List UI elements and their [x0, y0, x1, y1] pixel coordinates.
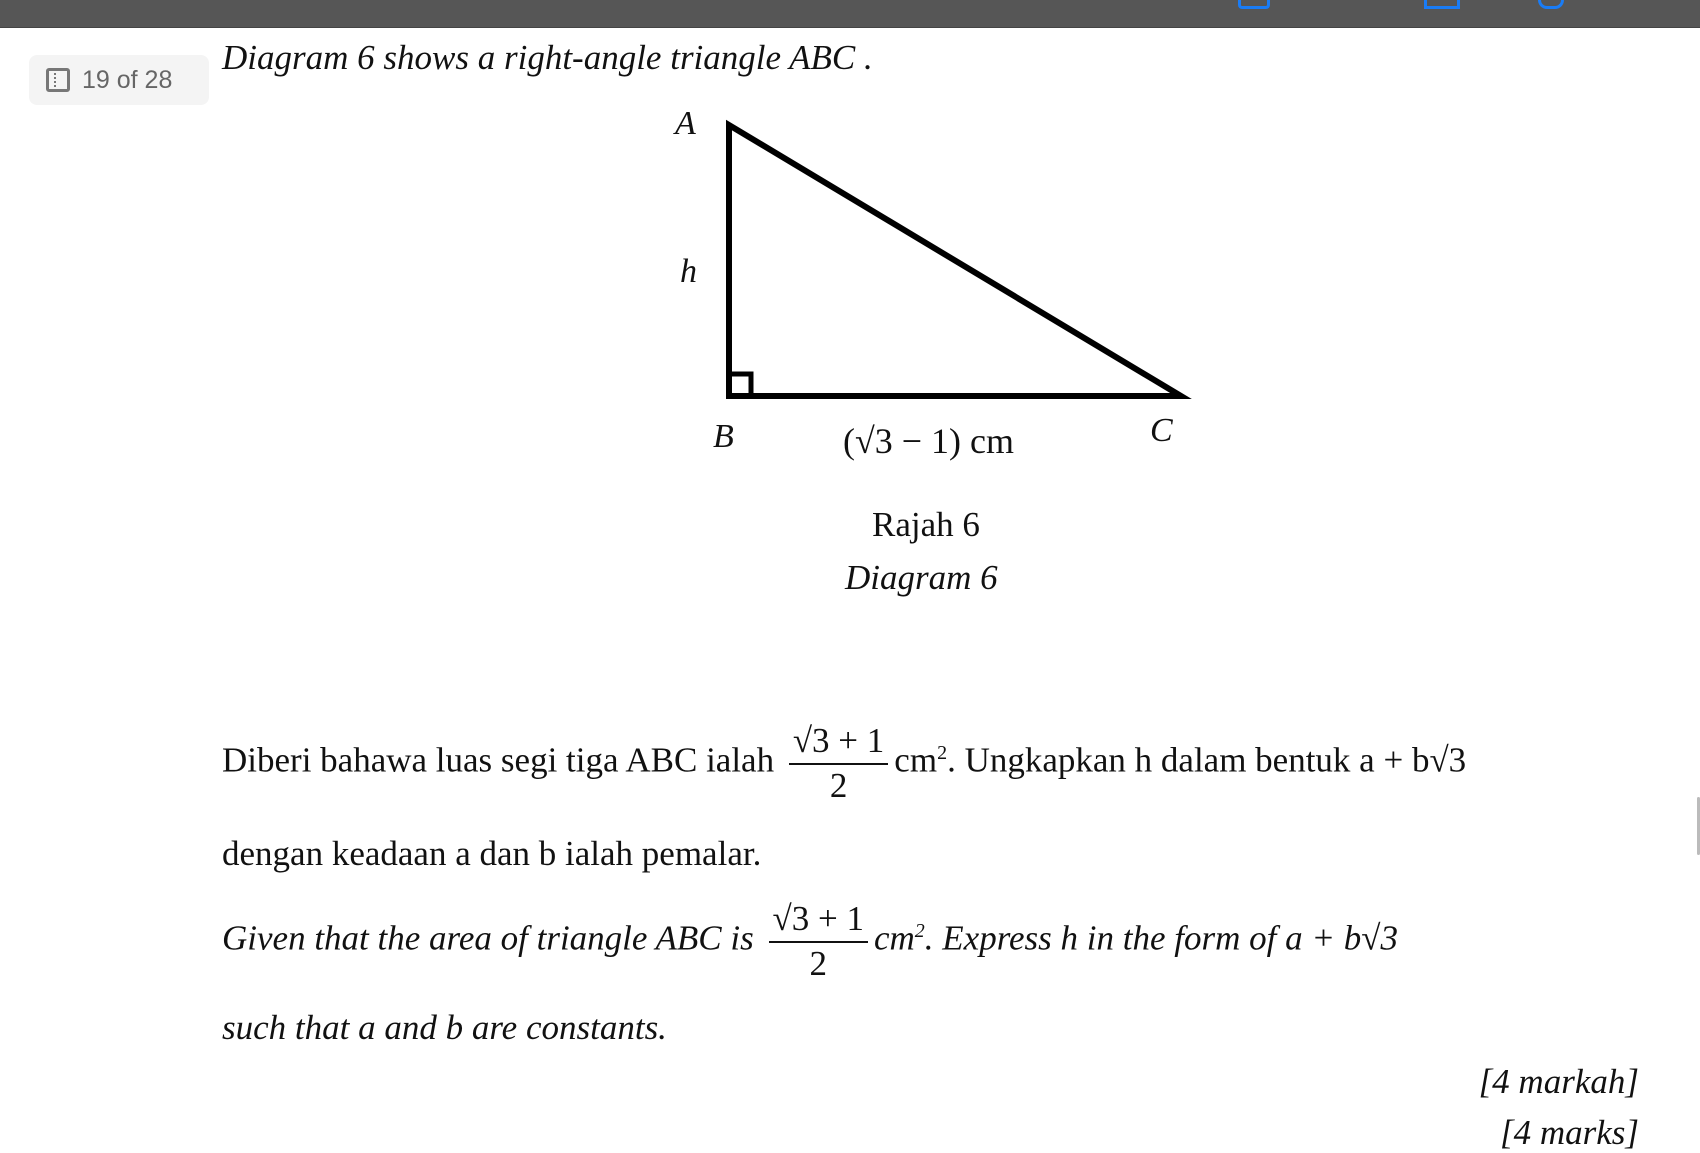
- marks-malay: [4 markah]: [1478, 1062, 1639, 1101]
- triangle-abc: [729, 125, 1181, 396]
- malay-text: Diberi bahawa luas segi tiga ABC ialah: [222, 740, 775, 780]
- numerator: √3 + 1: [769, 900, 868, 943]
- vertex-b-label: B: [713, 418, 734, 455]
- vertex-c-label: C: [1150, 412, 1173, 449]
- malay-line2: dengan keadaan a dan b ialah pemalar.: [222, 834, 762, 873]
- side-h-label: h: [680, 253, 697, 290]
- vertex-a-label: A: [675, 105, 696, 142]
- caption-malay: Rajah 6: [872, 505, 980, 544]
- malay-text-2: . Ungkapkan h dalam bentuk a + b√3: [947, 740, 1467, 780]
- unit: cm: [873, 918, 915, 958]
- english-question: [222, 900, 1398, 983]
- denominator: 2: [829, 765, 848, 805]
- english-line2: such that a and b are constants.: [222, 1008, 667, 1047]
- unit-power: 2: [914, 919, 925, 942]
- marks-english: [4 marks]: [1499, 1113, 1639, 1152]
- unit: cm: [894, 740, 938, 780]
- question-intro: Diagram 6 shows a right-angle triangle ABC .: [222, 38, 873, 77]
- malay-question: [222, 722, 1466, 805]
- denominator: 2: [809, 943, 827, 983]
- caption-english: Diagram 6: [845, 558, 998, 597]
- area-fraction: [769, 900, 868, 983]
- english-text: Given that the area of triangle ABC is: [222, 918, 754, 958]
- right-angle-marker: [729, 374, 751, 396]
- page-indicator-text: 19 of 28: [82, 65, 173, 94]
- base-length-label: (√3 − 1) cm: [843, 421, 1015, 461]
- numerator: √3 + 1: [789, 722, 888, 765]
- unit-power: 2: [937, 741, 948, 764]
- area-fraction: [789, 722, 888, 805]
- english-text-2: . Express h in the form of a + b√3: [924, 918, 1398, 958]
